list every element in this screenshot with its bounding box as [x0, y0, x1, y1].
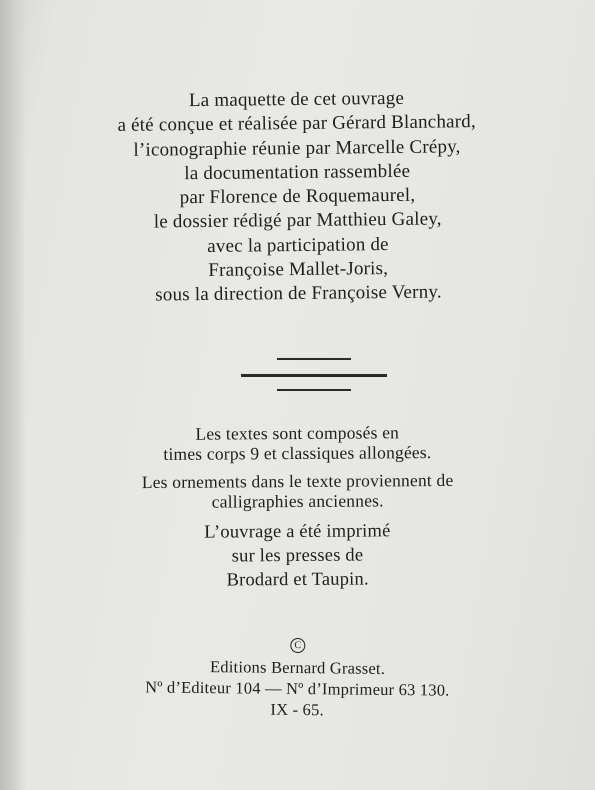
credits-line: l’iconographie réunie par Marcelle Crépy, — [133, 135, 461, 161]
long-rule-middle — [241, 374, 387, 377]
printing-line: Brodard et Taupin. — [226, 569, 369, 591]
credits-line: par Florence de Roquemaurel, — [179, 184, 416, 209]
printing-line: L’ouvrage a été imprimé — [204, 521, 391, 543]
short-rule-bottom — [277, 389, 351, 391]
credits-line: avec la participation de — [207, 233, 389, 257]
credits-line: sous la direction de Françoise Verny. — [155, 281, 442, 306]
publisher-name: Editions Bernard Grasset. — [209, 657, 386, 678]
triple-rule-ornament — [0, 355, 595, 395]
printing-note — [0, 518, 595, 594]
typography-line: Les textes sont composés en — [195, 422, 400, 444]
credits-line: a été conçue et réalisée par Gérard Blanchard, — [117, 111, 477, 137]
print-date: IX - 65. — [270, 699, 324, 720]
typography-line: calligraphies anciennes. — [211, 490, 384, 512]
credits-line: La maquette de cet ouvrage — [188, 87, 405, 112]
credits-line: le dossier rédigé par Matthieu Galey, — [153, 208, 442, 233]
printing-line: sur les presses de — [231, 545, 364, 567]
credits-line: la documentation rassemblée — [184, 160, 411, 185]
typography-line: Les ornements dans le texte proviennent de — [141, 469, 454, 493]
typography-note — [0, 421, 595, 513]
imprint-block — [0, 629, 595, 723]
copyright-icon: C — [290, 638, 305, 653]
credits-block — [0, 85, 595, 310]
publisher-printer-numbers: Nº d’Editeur 104 — Nº d’Imprimeur 63 130. — [145, 677, 450, 700]
short-rule-top — [277, 358, 351, 360]
credits-line: Françoise Mallet-Joris, — [208, 258, 389, 282]
typography-line: times corps 9 et classiques allongées. — [163, 442, 432, 464]
